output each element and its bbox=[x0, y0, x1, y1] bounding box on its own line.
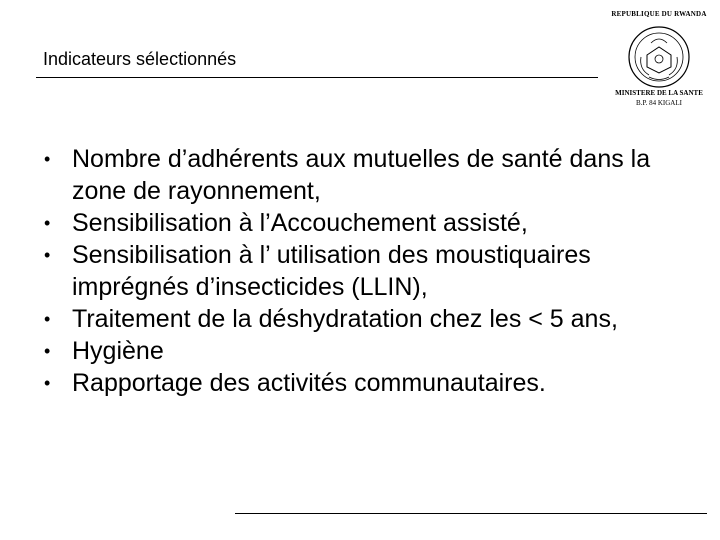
list-item-text: Rapportage des activités communautaires. bbox=[72, 369, 546, 397]
list-item bbox=[44, 207, 694, 239]
list-item bbox=[44, 335, 694, 367]
indicator-list bbox=[44, 143, 694, 399]
list-item bbox=[44, 239, 694, 303]
bullet-glyph: • bbox=[44, 149, 51, 169]
list-item-text: Sensibilisation à l’Accouchement assisté, bbox=[72, 209, 528, 237]
bullet-glyph: • bbox=[44, 213, 51, 233]
seal-ministry-text: MINISTERE DE LA SANTE bbox=[615, 89, 703, 97]
bullet-glyph: • bbox=[44, 245, 51, 265]
rwanda-seal-icon bbox=[627, 25, 691, 89]
bullet-glyph: • bbox=[44, 373, 51, 393]
bullet-glyph: • bbox=[44, 309, 51, 329]
header-rule bbox=[36, 77, 598, 78]
slide-title: Indicateurs sélectionnés bbox=[43, 49, 237, 69]
seal-address-text: B.P. 84 KIGALI bbox=[636, 99, 682, 107]
list-item-text: Nombre d’adhérents aux mutuelles de santé dans la zone de rayonnement, bbox=[72, 145, 651, 205]
list-item-text: Hygiène bbox=[72, 337, 164, 365]
bottom-rule bbox=[235, 513, 707, 514]
list-item-text: Traitement de la déshydratation chez les < 5 ans, bbox=[72, 305, 618, 333]
bullet-glyph: • bbox=[44, 341, 51, 361]
list-item bbox=[44, 367, 694, 399]
seal-country-text: REPUBLIQUE DU RWANDA bbox=[611, 10, 707, 18]
list-item-text: Sensibilisation à l’ utilisation des moustiquaires imprégnés d’insecticides (LLIN), bbox=[72, 241, 591, 301]
list-item bbox=[44, 303, 694, 335]
list-item bbox=[44, 143, 694, 207]
ministry-seal-block bbox=[600, 10, 718, 112]
